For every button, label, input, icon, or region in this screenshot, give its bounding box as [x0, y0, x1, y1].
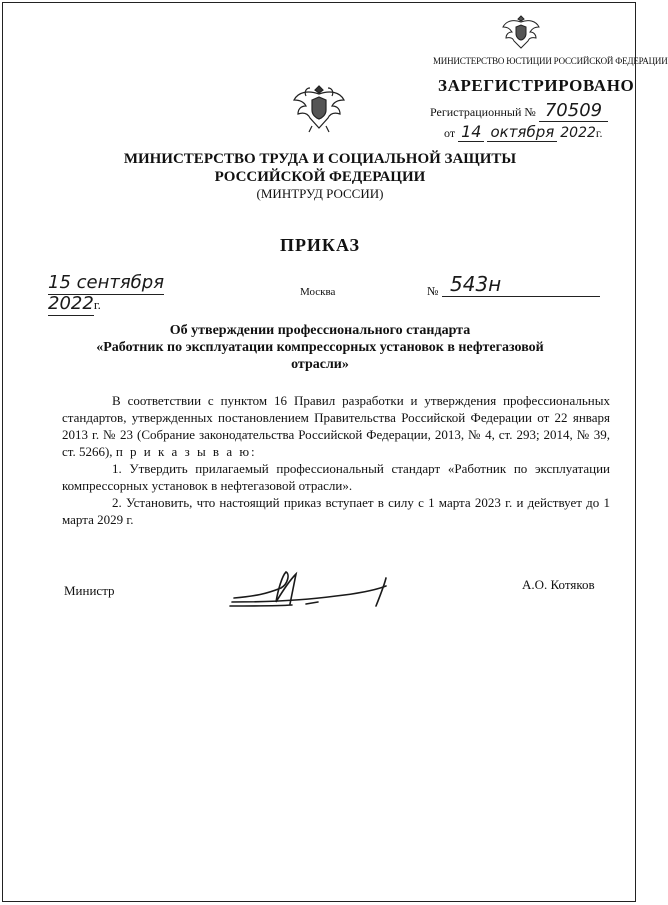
document-type: ПРИКАЗ [279, 235, 361, 255]
stamp-date-prefix: от [444, 126, 456, 140]
handwritten-signature [226, 566, 416, 616]
coat-of-arms-icon [500, 12, 542, 52]
stamp-date-suffix: г. [595, 126, 603, 140]
stamp-date-row [444, 122, 602, 141]
ministry-name [0, 150, 640, 186]
ministry-name-line1: МИНИСТЕРСТВО ТРУДА И СОЦИАЛЬНОЙ ЗАЩИТЫ [123, 151, 517, 167]
ministry-short-name: (МИНТРУД РОССИИ) [256, 186, 384, 201]
stamp-reg-number-row [430, 100, 608, 121]
decree-word: п р и к а з ы в а ю: [115, 444, 257, 459]
order-date-handwritten: 15 сентября 2022 [48, 272, 165, 314]
stamp-ministry: МИНИСТЕРСТВО ЮСТИЦИИ РОССИЙСКОЙ ФЕДЕРАЦИИ [433, 56, 668, 66]
stamp-date-month: октября [487, 123, 557, 142]
order-date [48, 272, 216, 314]
preamble-text: В соответствии с пунктом 16 Правил разработки и утверждения профессиональных стандартов, утвержденных постановлением Правительства Российской Федерации от 22 января 2013 г. № 23 (Собрание законодательства Российской Федерации, 2013, № 4, ст. 293; 2014, № 39, ст. 5266), [62, 393, 610, 459]
item-1-paragraph: 1. Утвердить прилагаемый профессиональный стандарт «Работник по эксплуатации компрессорных установок в нефтегазовой отрасли». [62, 461, 610, 493]
item-2-paragraph: 2. Установить, что настоящий приказ вступает в силу с 1 марта 2023 г. и действует до 1 марта 2029 г. [62, 495, 610, 527]
stamp-reg-label: Регистрационный № [430, 105, 536, 119]
stamp-status: ЗАРЕГИСТРИРОВАНО [438, 76, 635, 95]
stamp-reg-number: 70509 [539, 100, 608, 122]
order-number-handwritten: 543н [442, 272, 600, 297]
subject-line2: «Работник по эксплуатации компрессорных установок в нефтегазовой [96, 340, 544, 355]
stamp-date-year: 2022 [560, 125, 596, 141]
stamp-date-day: 14 [458, 122, 484, 142]
subject-line3: отрасли» [291, 357, 349, 372]
signatory-title: Министр [64, 583, 115, 598]
ministry-name-line2: РОССИЙСКОЙ ФЕДЕРАЦИИ [214, 169, 426, 185]
signatory-name: А.О. Котяков [522, 577, 595, 592]
subject-line1: Об утверждении профессионального стандарта [169, 323, 471, 338]
order-subject [0, 322, 640, 373]
order-city: Москва [300, 286, 336, 298]
order-number [442, 272, 592, 297]
preamble-paragraph [62, 392, 610, 460]
order-number-label: № [427, 284, 439, 298]
order-date-suffix: г. [93, 297, 101, 312]
coat-of-arms-icon [290, 78, 348, 136]
